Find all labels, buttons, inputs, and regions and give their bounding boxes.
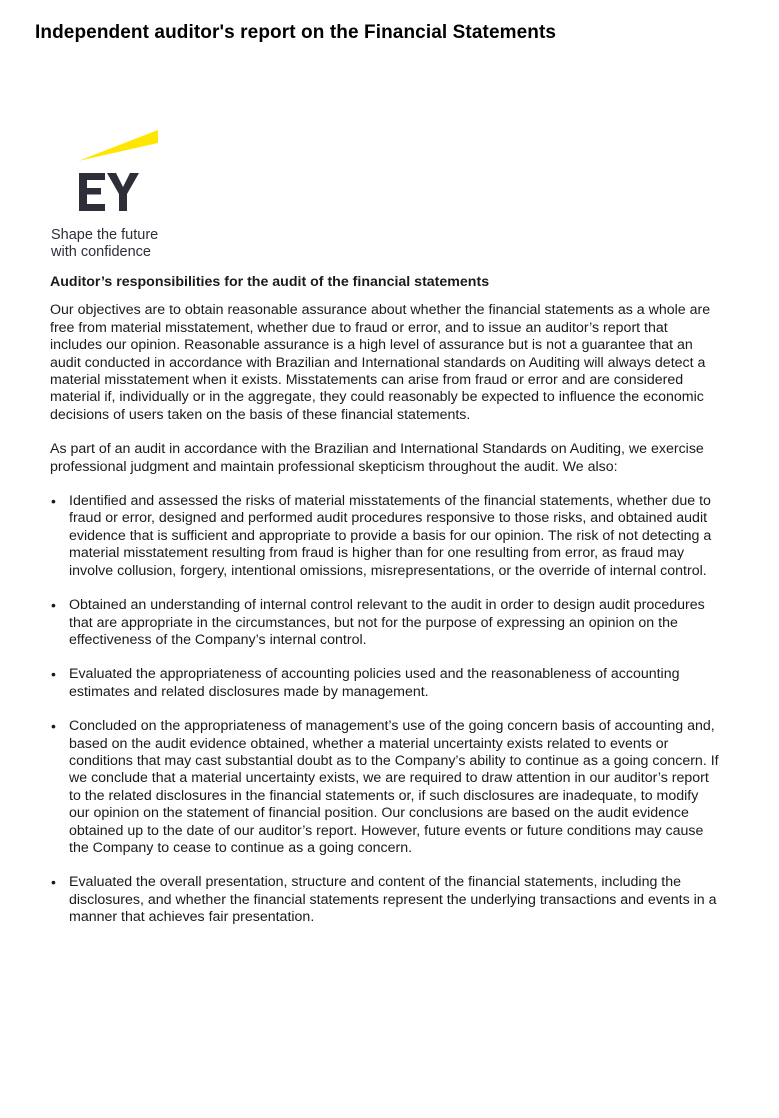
list-item-text: Obtained an understanding of internal control relevant to the audit in order to design audit procedures that are appropriate in the circumstances, but not for the purpose of expressing an opinion on the effectiveness of the Company’s internal control.: [69, 597, 705, 648]
ey-logo: [50, 130, 190, 262]
logo-tagline-line2: with confidence: [51, 244, 151, 260]
list-item-text: Identified and assessed the risks of material misstatements of the financial statements, whether due to fraud or error, designed and performed audit procedures responsive to those risks, and obtained audit evidence that is sufficient and appropriate to provide a basis for our opinion. The risk of not detecting a material misstatement resulting from fraud is higher than for one resulting from error, as fraud may involve collusion, forgery, intentional omissions, misrepresentations, or the override of internal control.: [69, 493, 712, 579]
bullet-icon: •: [51, 597, 56, 614]
list-item: [50, 874, 722, 926]
list-item-text: Concluded on the appropriateness of management’s use of the going concern basis of accounting and, based on the audit evidence obtained, whether a material uncertainty exists related to events or conditions that may cast substantial doubt as to the Company’s ability to continue as a going concern. If we conclude that a material uncertainty exists, we are required to draw attention in our auditor’s report to the related disclosures in the financial statements or, if such disclosures are inadequate, to modify our opinion on the statement of financial position. Our conclusions are based on the audit evidence obtained up to the date of our auditor’s report. However, future events or future conditions may cause the Company to cease to continue as a going concern.: [69, 718, 719, 856]
paragraph-objectives: Our objectives are to obtain reasonable assurance about whether the financial statements as a whole are free from material misstatement, whether due to fraud or error, and to issue an auditor’s report that includes our opinion. Reasonable assurance is a high level of assurance but is not a guarantee that an audit conducted in accordance with Brazilian and International standards on Auditing will always detect a material misstatement when it exists. Misstatements can arise from fraud or error and are considered material if, individually or in the aggregate, they could reasonably be expected to influence the economic decisions of users taken on the basis of these financial statements.: [50, 302, 711, 423]
bullet-icon: •: [51, 718, 56, 735]
section-heading: Auditor’s responsibilities for the audit of the financial statements: [50, 274, 490, 290]
bullet-icon: •: [51, 666, 56, 683]
list-item: [50, 493, 722, 580]
logo-tagline: [51, 227, 158, 261]
ey-logo-mark: [50, 130, 170, 226]
page-title: Independent auditor's report on the Financial Statements: [35, 22, 557, 43]
responsibilities-list: [50, 493, 722, 927]
bullet-icon: •: [51, 874, 56, 891]
list-item-text: Evaluated the appropriateness of accounting policies used and the reasonableness of accounting estimates and related disclosures made by management.: [69, 666, 680, 700]
list-item: [50, 597, 722, 649]
list-item: [50, 718, 722, 857]
report-section: [50, 274, 722, 944]
paragraph-audit-approach: As part of an audit in accordance with the Brazilian and International Standards on Auditing, we exercise professional judgment and maintain professional skepticism throughout the audit. We also:: [50, 441, 704, 475]
logo-tagline-line1: Shape the future: [51, 227, 159, 243]
list-item: [50, 666, 722, 701]
logo-beam: [78, 130, 158, 161]
list-item-text: Evaluated the overall presentation, structure and content of the financial statements, including the disclosures, and whether the financial statements represent the underlying transactions and events in a manner that achieves fair presentation.: [69, 874, 717, 926]
bullet-icon: •: [51, 493, 56, 510]
